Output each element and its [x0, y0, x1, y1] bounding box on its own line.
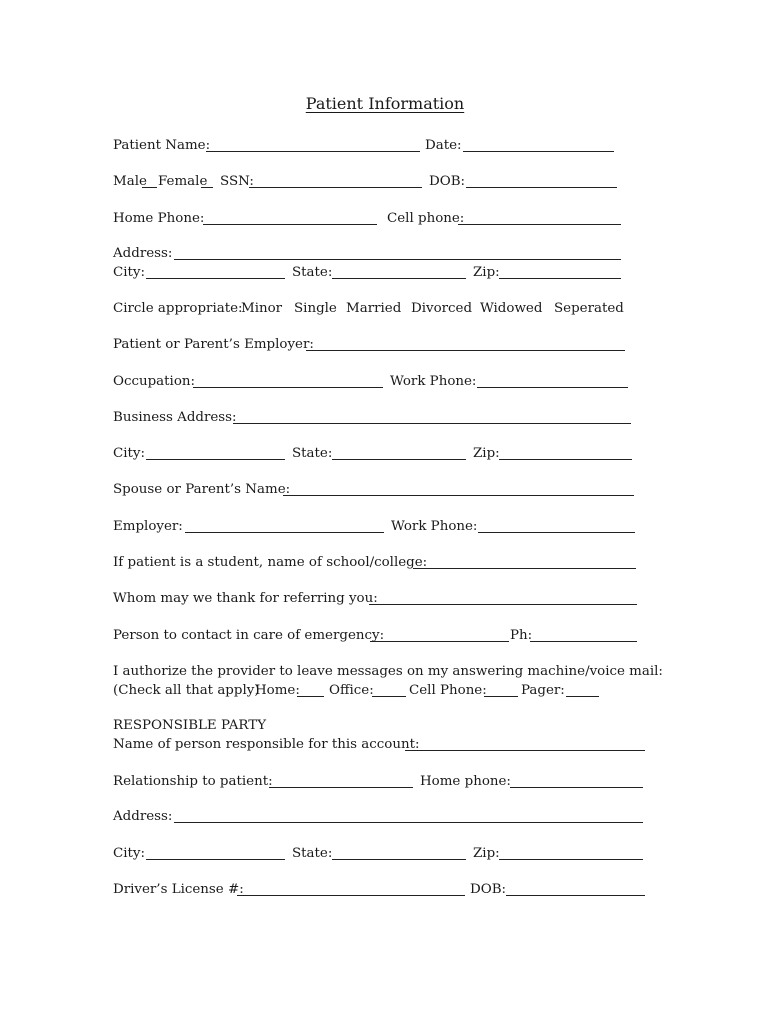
- business-zip-field[interactable]: [499, 445, 632, 460]
- dob-field[interactable]: [466, 173, 617, 188]
- cell-phone-field[interactable]: [458, 210, 621, 225]
- student-school-field[interactable]: [413, 554, 636, 569]
- msg-pager-field[interactable]: [566, 682, 599, 697]
- responsible-city-label: City:: [113, 846, 145, 861]
- business-city-label: City:: [113, 446, 145, 461]
- responsible-party-heading: RESPONSIBLE PARTY: [113, 718, 267, 733]
- business-address-label: Business Address:: [113, 410, 237, 425]
- business-state-field[interactable]: [332, 445, 466, 460]
- student-school-label: If patient is a student, name of school/college:: [113, 555, 428, 570]
- msg-office-label: Office:: [329, 683, 374, 698]
- responsible-name-field[interactable]: [405, 736, 645, 751]
- patient-name-label: Patient Name:: [113, 138, 211, 153]
- spouse-name-label: Spouse or Parent’s Name:: [113, 482, 291, 497]
- spouse-work-phone-field[interactable]: [478, 518, 635, 533]
- dob-label: DOB:: [429, 174, 466, 189]
- spouse-work-phone-label: Work Phone:: [391, 519, 478, 534]
- option-separated[interactable]: Seperated: [554, 301, 624, 316]
- spouse-name-field[interactable]: [283, 481, 634, 496]
- circle-appropriate-label: Circle appropriate:: [113, 301, 243, 316]
- msg-cell-field[interactable]: [484, 682, 518, 697]
- occupation-field[interactable]: [193, 373, 383, 388]
- cell-phone-label: Cell phone:: [387, 211, 465, 226]
- responsible-state-label: State:: [292, 846, 333, 861]
- home-phone-label: Home Phone:: [113, 211, 205, 226]
- address-field[interactable]: [174, 245, 621, 260]
- responsible-state-field[interactable]: [332, 845, 466, 860]
- female-label: Female: [158, 174, 208, 189]
- employer-label: Employer:: [113, 519, 183, 534]
- work-phone-label: Work Phone:: [390, 374, 477, 389]
- responsible-dob-field[interactable]: [506, 881, 645, 896]
- msg-home-field[interactable]: [297, 682, 324, 697]
- responsible-name-label: Name of person responsible for this account:: [113, 737, 420, 752]
- ssn-field[interactable]: [249, 173, 422, 188]
- ph-field[interactable]: [530, 627, 637, 642]
- responsible-home-phone-label: Home phone:: [420, 774, 511, 789]
- relationship-field[interactable]: [269, 773, 413, 788]
- emergency-contact-label: Person to contact in care of emergency:: [113, 628, 385, 643]
- msg-pager-label: Pager:: [521, 683, 565, 698]
- responsible-home-phone-field[interactable]: [510, 773, 643, 788]
- address-label: Address:: [113, 246, 173, 261]
- responsible-zip-field[interactable]: [499, 845, 643, 860]
- employer-field[interactable]: [185, 518, 384, 533]
- msg-cell-label: Cell Phone:: [409, 683, 487, 698]
- check-all-label: (Check all that apply): [113, 683, 260, 698]
- ph-label: Ph:: [510, 628, 533, 643]
- option-married[interactable]: Married: [346, 301, 402, 316]
- patient-name-field[interactable]: [206, 137, 420, 152]
- ssn-label: SSN:: [220, 174, 254, 189]
- drivers-license-field[interactable]: [237, 881, 465, 896]
- date-label: Date:: [425, 138, 462, 153]
- page-title: Patient Information: [305, 94, 465, 113]
- relationship-label: Relationship to patient:: [113, 774, 273, 789]
- male-label: Male: [113, 174, 147, 189]
- business-address-field[interactable]: [233, 409, 631, 424]
- option-divorced[interactable]: Divorced: [411, 301, 473, 316]
- state-field[interactable]: [332, 264, 466, 279]
- responsible-dob-label: DOB:: [470, 882, 507, 897]
- option-minor[interactable]: Minor: [241, 301, 283, 316]
- referral-label: Whom may we thank for referring you:: [113, 591, 378, 606]
- zip-label: Zip:: [473, 265, 500, 280]
- business-state-label: State:: [292, 446, 333, 461]
- city-label: City:: [113, 265, 145, 280]
- option-widowed[interactable]: Widowed: [480, 301, 543, 316]
- responsible-zip-label: Zip:: [473, 846, 500, 861]
- patient-employer-label: Patient or Parent’s Employer:: [113, 337, 314, 352]
- msg-office-field[interactable]: [372, 682, 406, 697]
- drivers-license-label: Driver’s License #:: [113, 882, 244, 897]
- option-single[interactable]: Single: [294, 301, 337, 316]
- referral-field[interactable]: [369, 590, 637, 605]
- date-field[interactable]: [463, 137, 614, 152]
- msg-home-label: Home:: [255, 683, 300, 698]
- responsible-address-label: Address:: [113, 809, 173, 824]
- work-phone-field[interactable]: [477, 373, 628, 388]
- patient-employer-field[interactable]: [306, 336, 625, 351]
- male-field[interactable]: [142, 173, 157, 188]
- occupation-label: Occupation:: [113, 374, 196, 389]
- female-field[interactable]: [201, 173, 213, 188]
- business-zip-label: Zip:: [473, 446, 500, 461]
- business-city-field[interactable]: [146, 445, 285, 460]
- state-label: State:: [292, 265, 333, 280]
- home-phone-field[interactable]: [203, 210, 377, 225]
- responsible-city-field[interactable]: [146, 845, 285, 860]
- responsible-address-field[interactable]: [174, 808, 643, 823]
- zip-field[interactable]: [499, 264, 621, 279]
- emergency-contact-field[interactable]: [370, 627, 509, 642]
- city-field[interactable]: [146, 264, 285, 279]
- authorize-text: I authorize the provider to leave messages on my answering machine/voice mail:: [113, 664, 663, 679]
